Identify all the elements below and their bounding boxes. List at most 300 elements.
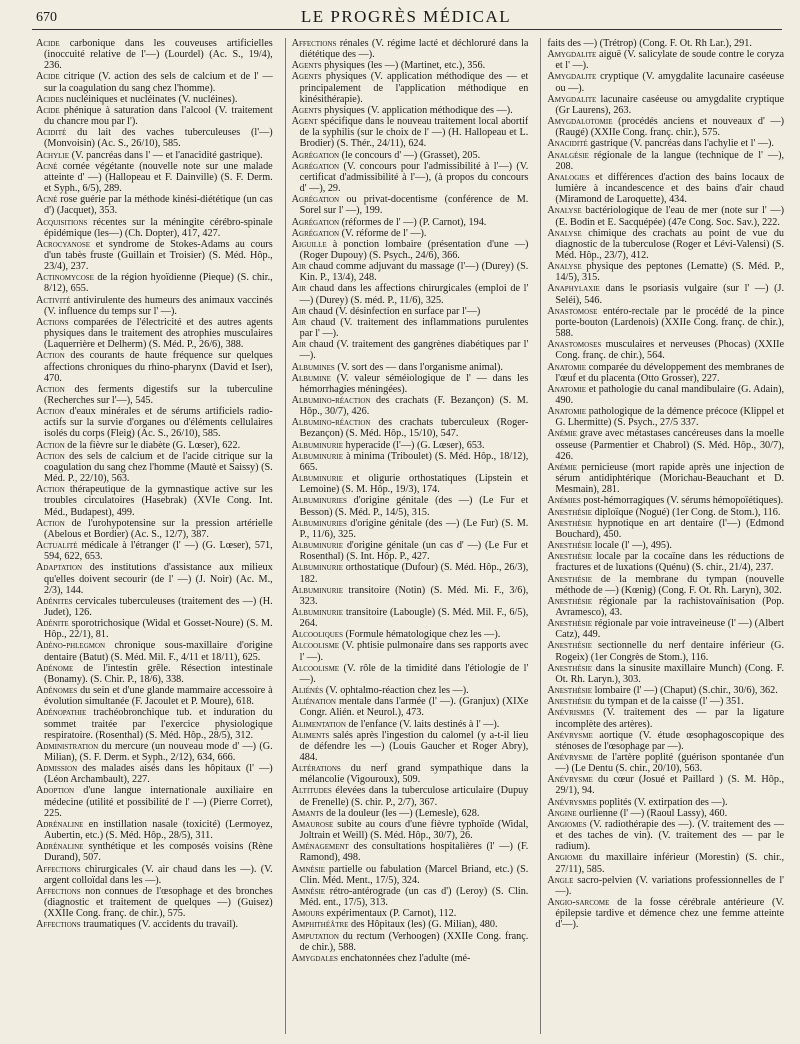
index-column-3 [540,38,784,1034]
index-entry [36,685,273,707]
index-entry [547,518,784,540]
entry-headword: Anévrysme [547,752,593,763]
entry-headword: Acidité [36,127,67,139]
entry-headword: Anesthésie [547,640,593,652]
entry-headword: Aliments [291,729,330,741]
entry-text: mentale dans l'armée (l' —). (Granjux) (XIXe Congr. Alién. et Neurol.), 473. [299,696,529,719]
index-entry [36,484,273,517]
entry-headword: Analyse [547,227,582,239]
index-entry [547,462,784,495]
entry-headword: Alimentation [291,718,346,730]
entry-text: pathologique de la démence précoce (Klippel et G. Lhermitte) (S. Psych., 27/5 337. [555,406,785,429]
entry-text: dans la sinusite maxillaire Munch) (Cong. F. Ot. Rh. Laryn.), 303. [555,662,785,685]
entry-headword: Analgésie [547,149,589,161]
entry-text: locale par la cocaïne dans les réductions de fractures et de luxations (Quénu) (S. chir., 21/4), 237. [555,551,785,574]
entry-text: non connues de l'œsophage et des bronches (diagnostic et traitement de quelques —) (Guisez) (XXIIe Cong. franç. de chir.), 575. [44,885,273,920]
index-entry [547,551,784,573]
entry-headword: Anaphylaxie [547,283,600,295]
entry-text: des consultations hospitalières (l' —) (F. Ramond), 498. [299,841,529,864]
index-entry [292,451,529,473]
index-entry [292,105,529,116]
index-entry [547,205,784,227]
index-entry [36,663,273,685]
entry-headword: Albuminurie [291,439,343,451]
entry-headword: Anémie [547,461,577,473]
entry-text: sacro-pelvien (V. variations professionnelles de l' —). [555,874,785,897]
entry-headword: Albumino-réaction [291,417,371,429]
entry-text: rénales (V. régime lacté et déchloruré dans la diététique des —). [299,38,529,61]
entry-text: et différences d'action des bains locaux de lumière à incandescence et des bains d'air chaud (Miramond de Laroquette), 434. [555,171,785,206]
entry-headword: Amants [291,807,324,819]
index-entry [36,763,273,785]
index-entry [547,283,784,305]
index-entry [36,451,273,484]
index-entry [292,841,529,863]
entry-headword: Analyse [547,205,582,217]
entry-headword: Amaurose [291,818,334,830]
index-entry [36,785,273,818]
entry-headword: Agents [291,71,322,83]
entry-text: sectionnelle du nerf dentaire inférieur (G. Rogeix) (1er Congrès de Stom.), 116. [555,640,785,663]
entry-text: carbonique dans les couveuses artificielles (inoccuité relative de l'—) (Lourdel) (Ac. S., 19/4), 236. [44,38,273,72]
entry-text: nucléiniques et nucléinates (V. nucléines). [66,93,238,105]
entry-headword: Air [291,261,307,273]
index-entry [292,362,529,373]
index-entry [547,819,784,852]
entry-headword: Anémie [547,428,577,440]
entry-text: d'une langue internationale auxiliaire en médecine (utilité et possibilité de l' —) (Pierre Corret), 225. [44,785,273,819]
entry-text: de la douleur (les —) (Lemesle), 628. [326,807,480,819]
entry-text: salés après l'ingestion du calomel (y a-t-il lieu de défendre les —) (Louis Gaucher et Roger Abry), 484. [299,729,529,763]
entry-text: médicale à l'étranger (l' —) (G. Lœser), 571, 594, 622, 653. [44,540,273,563]
entry-text: d'origine génitale (un cas d' —) (Le Fur et Rosenthal) (S. Int. Hôp. P., 427. [299,540,529,563]
entry-text: des sels de calcium et de l'acide citrique sur la coagulation du sang chez l'homme (Mautè et Saissy) (S. Méd. P., 22/10), 563. [44,450,273,485]
entry-text: de l'enfance (V. laits destinés à l' —). [348,718,500,730]
entry-text: faits des —) (Trétrop) (Cong. F. Ot. Rh Lar.), 291. [547,38,752,49]
entry-headword: Anatomie [547,361,587,373]
entry-headword: Anastomose [547,305,598,317]
index-entry [36,518,273,540]
entry-headword: Adénome [36,662,74,674]
entry-headword: Actions [36,316,69,328]
index-entry [36,239,273,272]
entry-headword: Achylie [36,149,70,161]
entry-headword: Albuminurie [291,540,343,552]
entry-text: et oligurie orthostatiques (Lipstein et Lemoine) (S. M. Hôp., 19/3), 174. [299,473,529,496]
index-entry [36,194,273,216]
entry-text: du maxillaire inférieur (Morestin) (S. chir., 27/11), 585. [555,852,785,875]
entry-headword: Alcooliques [291,629,343,641]
entry-headword: Amnésie [291,863,326,875]
entry-text: pernicieuse (mort rapide après une injection de sérum antidiphtérique (Morichau-Beauchant et D. Mesmain), 281. [555,461,785,496]
entry-headword: Adénomes [36,685,78,697]
entry-text: du sein et d'une glande mammaire accessoire à évolution simultanée (F. Jacoulet et P. Moure), 618. [44,685,273,708]
entry-headword: Anévrysme [547,774,593,786]
entry-headword: Action [36,484,65,496]
entry-text: transitoire (Notin) (S. Méd. Mi. F., 3/6), 323. [299,584,529,607]
entry-headword: Amours [291,908,324,920]
index-entry [547,339,784,361]
entry-headword: Air [291,305,307,317]
index-entry [292,864,529,886]
index-entry [292,908,529,919]
entry-headword: Anesthésie [547,696,593,708]
entry-text: traumatiques (V. accidents du travail). [83,919,239,931]
index-entry [292,819,529,841]
index-entry [292,239,529,261]
entry-text: de la fosse cérébrale antérieure (V. épilepsie tardive et démence chez une femme atteinte d'—). [555,897,785,931]
entry-headword: Amygdalotomie [547,116,613,128]
entry-headword: Admission [36,763,78,775]
index-entry [547,618,784,640]
entry-headword: Amygdales [291,952,338,964]
entry-text: en instillation nasale (toxicité) (Lermoyez, Aubertin, etc.) (S. Méd. Hôp., 28/5), 311. [44,818,273,842]
index-entry [36,841,273,863]
index-entry [292,640,529,662]
entry-headword: Air [291,316,307,328]
index-entry [292,194,529,216]
entry-headword: Angle [547,874,574,886]
index-entry [36,562,273,595]
entry-text: chaud (V. traitement des inflammations purulentes par l' —). [299,316,529,340]
entry-headword: Actualité [36,540,78,552]
index-entry [292,518,529,540]
entry-headword: Amphithéâtre [291,919,349,931]
entry-headword: Anesthésie [547,573,593,585]
entry-headword: Actinomycose [36,272,94,284]
entry-headword: Albuminurie [291,584,343,596]
entry-text: à ponction lombaire (présentation d'une —) (Roger Dupouy) (S. Psych., 24/6), 366. [299,238,529,261]
entry-text: physiques (V. application méthodique des — et principalement de l'application méthodique en kinésithérapie). [299,71,529,105]
entry-text: cervicales tuberculeuses (traitement des —) (H. Judet), 126. [44,595,273,618]
entry-headword: Administration [36,740,99,752]
index-entry [292,150,529,161]
index-entry [547,507,784,518]
entry-headword: Acné [36,194,58,206]
entry-headword: Adénites [36,595,73,607]
entry-headword: Amputation [291,930,339,942]
index-entry [292,38,529,60]
entry-text: chaud dans les affections chirurgicales (emploi de l' —) (Durey) (S. méd. P., 11/6), 325. [299,283,529,306]
index-entry [292,495,529,517]
index-entry [547,38,784,49]
entry-headword: Anesthésie [547,540,593,552]
entry-text: rose guérie par la méthode kinési-diététique (un cas d') (Jacquet), 353. [44,194,273,217]
entry-text: (V. ophtalmo-réaction chez les —). [325,685,469,697]
entry-text: gastrique (V. pancréas dans l'achylie et l' —). [590,138,774,150]
index-entry [547,707,784,729]
index-entry [547,49,784,71]
entry-headword: Action [36,450,65,462]
entry-headword: Acide [36,104,60,116]
index-columns [36,38,784,1034]
index-entry [547,150,784,172]
entry-text: de l'artère poplité (guérison spontanée d'un —) (Le Dentu (S. chir., 20/10), 563. [555,752,785,775]
entry-headword: Affections [36,919,81,931]
entry-text: chirurgicales (V. air chaud dans les —). (V. argent colloïdal dans les —). [44,863,273,886]
entry-text: des ferments digestifs sur la tuberculine (Recherches sur l'—), 545. [44,383,273,406]
index-entry [547,897,784,930]
entry-text: physiques (V. application méthodique des —). [324,104,513,116]
entry-headword: Aménagement [291,841,349,853]
entry-headword: Acrocyanose [36,238,91,250]
index-entry [292,395,529,417]
entry-headword: Amygdalite [547,49,597,61]
entry-text: phénique à saturation dans l'alcool (V. traitement du chancre mou par l'). [44,104,273,128]
index-entry [36,707,273,740]
index-entry [292,306,529,317]
index-entry [36,272,273,294]
entry-text: régionale de la langue (technique de l' —), 208. [555,149,785,172]
entry-text: chaud (V. désinfection en surface par l'—) [308,305,481,317]
entry-text: entéro-rectale par le procédé de la pince porte-bouton (Lardenois) (XXIIe Cong. franç. de chir.), 588. [555,305,785,340]
index-entry [292,919,529,930]
index-entry [36,217,273,239]
entry-headword: Acide [36,71,60,83]
entry-text: lacunaire caséeuse ou amygdalite cryptique (Gr Laurens), 263. [555,93,785,116]
entry-headword: Anévrysme [547,729,593,741]
entry-text: ourlienne (l' —) (Raoul Lassy), 460. [579,807,728,819]
entry-text: régionale par voie intraveineuse (l' —) (Albert Catz), 449. [555,618,785,641]
index-entry [547,774,784,796]
index-entry [547,228,784,261]
entry-text: (V. sort des — dans l'organisme animal). [337,361,503,373]
entry-text: hypnotique en art dentaire (l'—) (Edmond Bouchard), 450. [555,517,785,540]
index-entry [547,875,784,897]
index-entry [36,384,273,406]
index-entry [292,261,529,283]
index-entry [292,663,529,685]
index-entry [292,953,529,964]
entry-headword: Anesthésie [547,506,593,518]
index-entry [292,217,529,228]
page-header [32,4,780,32]
entry-headword: Anesthésie [547,517,593,529]
entry-headword: Alcoolisme [291,662,340,674]
entry-headword: Anesthésie [547,685,593,697]
entry-headword: Anastomoses [547,339,602,351]
entry-text: à minima (Triboulet) (S. Méd. Hôp., 18/12), 665. [299,450,529,473]
index-entry [36,127,273,149]
index-entry [36,596,273,618]
entry-text: (V. concours pour l'admissibilité à l'—) (V. certificat d'admissibilité à l'—), (à propos du concours d' —), 29. [299,160,529,195]
entry-text: chaud comme adjuvant du massage (l'—) (Durey) (S. Kin. P., 13/4), 248. [299,261,529,284]
index-entry [292,473,529,495]
entry-text: du rectum (Verhoogen) (XXIIe Cong. franç. de chir.), 588. [299,930,529,953]
entry-text: diploïque (Nogué) (1er Cong. de Stom.), 116. [594,506,781,518]
entry-headword: Angine [547,807,577,819]
index-entry [547,306,784,339]
index-entry [292,373,529,395]
entry-text: de la fièvre sur le diabète (G. Lœser), 622. [67,439,241,451]
index-entry [36,741,273,763]
entry-text: thérapeutique de la gymnastique active sur les troubles circulatoires (Hasebrak) (XVIe Cong. Int. Méd., Budapest), 499. [44,484,273,518]
index-entry [292,540,529,562]
entry-headword: Affections [36,885,81,897]
entry-text: synthétique et les composés voisins (Rène Durand), 507. [44,841,273,864]
entry-text: du tympan et de la caisse (l' —) 351. [594,696,744,708]
index-entry [36,618,273,640]
entry-headword: Air [291,283,307,295]
entry-text: de l'urohypotensine sur la pression artérielle (Abelous et Bordier) (Ac. S., 12/7), 387. [44,517,273,540]
entry-text: d'origine génitale (des —) (Le Fur) (S. M. P., 11/6), 325. [299,517,529,540]
entry-text: dans le psoriasis vulgaire (sur l' —) (J. Seléi), 546. [555,283,785,306]
entry-text: locale (l' —), 495). [594,540,672,552]
entry-headword: Action [36,350,65,362]
index-entry [36,295,273,317]
entry-text: des crachats tuberculeux (Roger-Bezançon) (S. Méd. Hôp., 15/10), 547. [299,417,529,440]
entry-headword: Albuminuries [291,517,347,529]
index-entry [547,540,784,551]
entry-headword: Anesthésie [547,662,593,674]
entry-text: régionale par la rachistovaïnisation (Pop. Avramesco), 43. [555,595,785,618]
entry-text: (réformes de l' —) (P. Carnot), 194. [341,216,487,228]
entry-text: du mercure (un nouveau mode d' —) (G. Milian), (S. F. Derm. et Syph., 2/12), 634, 666. [44,740,273,763]
entry-headword: Adoption [36,785,75,797]
entry-headword: Action [36,406,65,418]
index-entry [547,640,784,662]
index-entry [547,172,784,205]
entry-text: d'origine génitale (des —) (Le Fur et Besson) (S. Méd. P., 14/5), 315. [299,495,529,518]
entry-headword: Anémies [547,495,581,507]
entry-headword: Albumine [291,372,331,384]
index-entry [36,919,273,930]
index-entry [292,339,529,361]
index-entry [36,406,273,439]
entry-headword: Affections [291,38,337,49]
entry-text: comparée du développement des membranes de l'œuf et du placenta (Otto Grosser), 227. [555,361,785,384]
entry-headword: Anesthésie [547,595,593,607]
index-entry [36,71,273,93]
index-entry [36,161,273,194]
entry-text: du lait des vaches tuberculeuses (l'—) (Monvoisin) (Ac. S., 26/10), 585. [44,127,273,150]
entry-headword: Agrégation [291,227,340,239]
entry-headword: Anesthésie [547,618,593,630]
entry-text: orthostatique (Dufour) (S. Méd. Hôp., 26/3), 182. [299,562,529,585]
entry-headword: Altitudes [291,785,332,797]
entry-headword: Albuminuries [291,495,347,507]
entry-text: (V. pancréas dans l' — et l'anacidité gastrique). [71,149,263,161]
entry-headword: Albumino-réaction [291,395,371,406]
entry-text: des crachats (F. Bezançon) (S. M. Hôp., 30/7), 426. [299,395,529,418]
index-entry [292,116,529,149]
entry-text: des institutions d'assistance aux milieux qu'elles doivent secourir (de l' —) (J. Noir) (Ac. M., 2/3), 144. [44,562,273,596]
entry-headword: Anévrismes [547,707,595,719]
entry-text: (V. valeur séméiologique de l' — dans les hémorrhagies méningées). [299,372,529,395]
index-entry [547,428,784,461]
entry-text: physique des peptones (Lematte) (S. Méd. P., 14/5), 315. [555,261,785,284]
index-entry [292,931,529,953]
entry-text: (V. traitement des — par la ligature incomplète des artères). [555,707,785,730]
entry-text: transitoire (Labougle) (S. Méd. Mil. F., 6/5), 264. [299,606,529,630]
index-entry [36,94,273,105]
entry-text: des malades aisés dans les hôpitaux (l' —) (Léon Archambault), 227. [44,763,273,786]
index-entry [292,763,529,785]
entry-headword: Aliénation [291,696,336,708]
entry-text: aiguë (V. salicylate de soude contre le coryza et l' —). [555,49,785,72]
entry-text: de l'intestin grêle. Résection intestinale (Bonamy). (S. Chir. P., 18/6), 338. [44,662,273,685]
entry-headword: Albuminurie [291,473,343,485]
entry-text: antivirulente des humeurs des animaux vaccinés (V. influence du temps sur l' —). [44,294,273,317]
entry-text: citrique (V. action des sels de calcium et de l' — sur la coagulation du sang chez l'homme). [44,71,273,94]
entry-text: d'eaux minérales et de sérums artificiels radio-actifs sur la survie d'organes ou d'éléments cellulaires isolés du corps (Fleig) (Ac. S., 26/10), 585. [44,406,273,440]
index-entry [547,852,784,874]
entry-headword: Affections [36,863,81,875]
entry-headword: Aliénés [291,685,324,697]
index-entry [36,317,273,350]
entry-headword: Adaptation [36,562,83,574]
entry-text: chaud (V. traitement des gangrènes diabétiques par l' —). [299,339,529,362]
index-entry [547,261,784,283]
entry-headword: Adéno-phlegmon [36,640,106,652]
entry-text: subite au cours d'une fièvre typhoïde (Widal, Joltrain et Weill) (S. Méd. Hôp., 30/7), 26. [299,818,529,842]
entry-headword: Albuminurie [291,606,343,618]
entry-text: physiques (les —) (Martinet, etc.), 356. [324,60,486,72]
index-entry [547,663,784,685]
index-entry [292,696,529,718]
index-entry [547,696,784,707]
journal-title: LE PROGRÈS MÉDICAL [300,7,512,26]
index-entry [547,596,784,618]
entry-headword: Alcoolisme [291,640,340,652]
entry-text: bactériologique de l'eau de mer (note sur l' —) (E. Bodin et E. Sacquépée) (47e Cong. Soc. Sav.), 222. [555,205,785,228]
entry-text: (V. radiothérapie des —). (V. traitement des — et des taches de vin). (V. traitement des — par le radium). [555,818,785,853]
index-column-1 [36,38,273,1034]
index-entry [36,38,273,71]
entry-headword: Acné [36,160,58,172]
index-entry [292,808,529,819]
entry-headword: Adénopathie [36,707,87,719]
entry-text: trachéobronchique tub. et induration du sommet traitée par l'exercice physiologique respiratoire. (Rosenthal) (S. Méd. Hôp., 28/5), 312. [44,707,273,741]
index-entry [547,685,784,696]
index-entry [547,94,784,116]
entry-text: poplités (V. extirpation des —). [599,796,728,808]
entry-headword: Angiome [547,852,583,864]
entry-text: comparées de l'électricité et des autres agents physiques dans le traitement des atrophies musculaires (Laquerrière et Delherm) (S. Méd. P., 26/6), 388. [44,316,273,351]
entry-text: du nerf grand sympathique dans la mélancolie (Vigouroux), 509. [299,763,529,786]
index-entry [292,417,529,439]
index-entry [36,640,273,662]
entry-text: chimique des crachats au point de vue du diagnostic de la tuberculose (Roger et Lévi-Valensi) (S. Méd. Hôp., 23/7), 412. [555,227,785,261]
index-entry [547,116,784,138]
entry-headword: Amygdalite [547,71,597,83]
index-entry [36,105,273,127]
index-entry [547,808,784,819]
entry-text: hyperacide (l'—) (G. Lœser), 653. [345,439,485,451]
entry-text: expérimentaux (P. Carnot), 112. [326,908,457,920]
index-entry [36,540,273,562]
index-entry [36,350,273,383]
entry-headword: Albuminurie [291,450,343,462]
index-entry [547,730,784,752]
entry-text: (le concours d' —) (Grasset), 205. [341,149,481,161]
index-entry [292,283,529,305]
entry-text: et syndrome de Stokes-Adams au cours d'un tabès fruste (Guillain et Troisier) (S. Méd. Hôp., 23/4), 237. [44,238,273,273]
entry-headword: Angiomes [547,818,587,830]
entry-headword: Action [36,517,65,529]
index-entry [292,440,529,451]
index-entry [292,60,529,71]
index-entry [547,362,784,384]
entry-text: (V. phtisie pulmonaire dans ses rapports avec l' —). [299,640,529,663]
index-entry [292,228,529,239]
entry-headword: Anacidité [547,138,588,150]
entry-headword: Analyse [547,261,582,273]
entry-headword: Adrénaline [36,818,84,830]
index-entry [547,138,784,149]
index-entry [36,886,273,919]
entry-text: aortique (V. étude œsophagoscopique des sténoses de l'œsophage par —). [555,729,785,752]
